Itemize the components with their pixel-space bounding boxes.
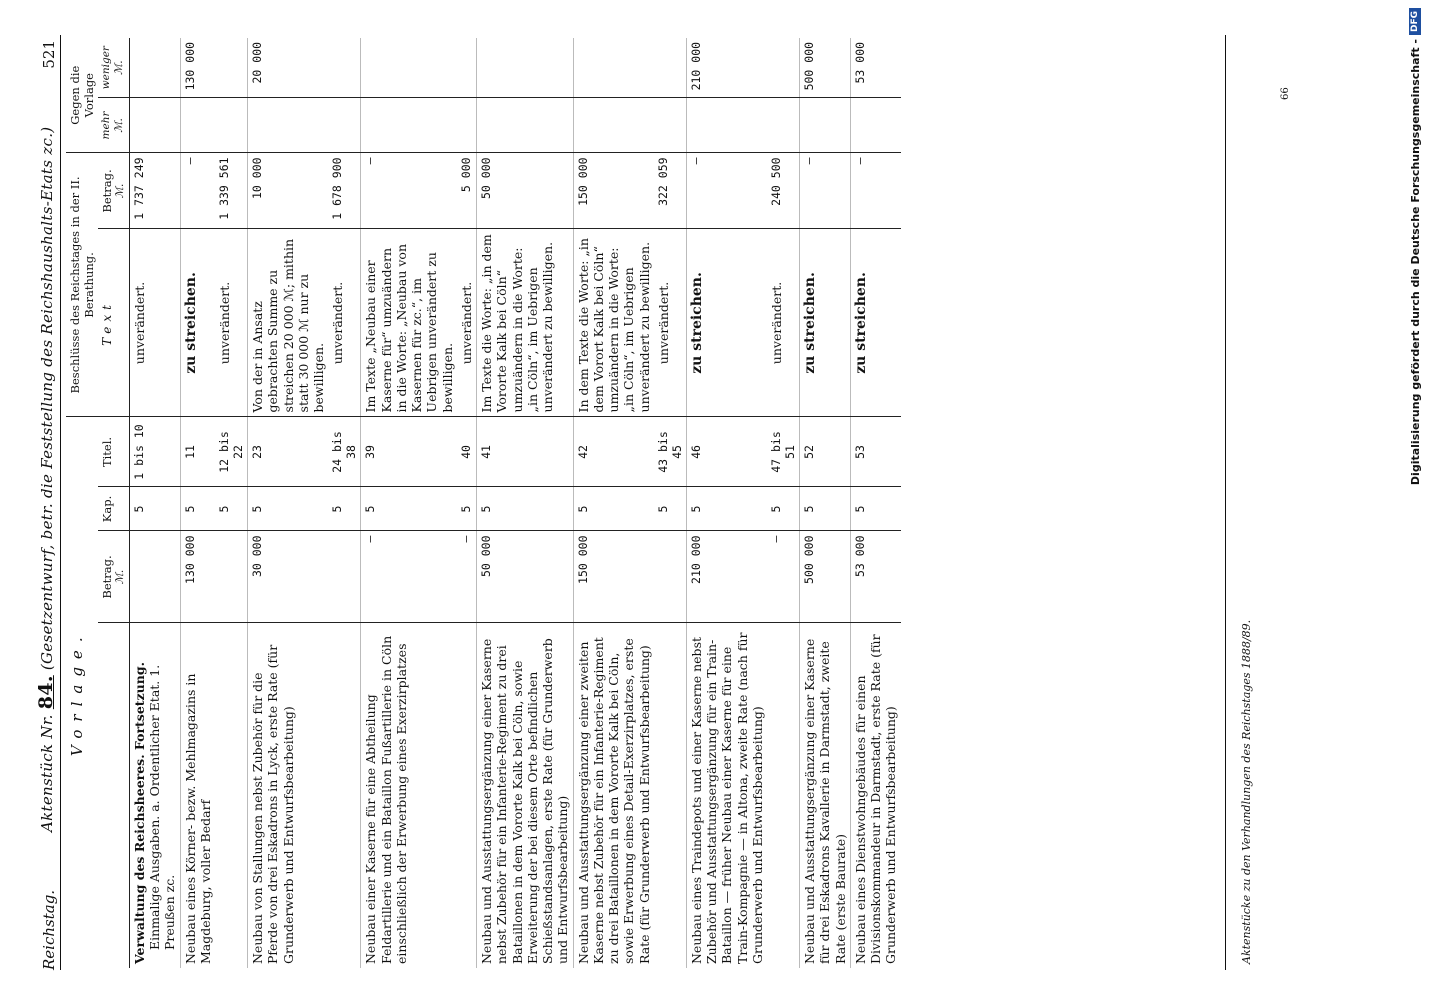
row-amount: 150 000 xyxy=(573,531,654,623)
row-beschluss-text: zu streichen. xyxy=(686,229,767,417)
vorlage-heading: Vorlage. xyxy=(68,629,86,757)
dfg-logo: DFG xyxy=(1409,8,1421,35)
row-amount: 130 000 xyxy=(180,531,215,623)
row-betrag: 10 000 xyxy=(248,153,329,229)
row-titel: 43 bis 45 xyxy=(654,417,687,487)
row-mehr xyxy=(457,98,477,153)
text-heading: Text xyxy=(98,229,129,417)
row-description: Neubau eines Traindepots und einer Kaserne nebst Zubehör und Ausstattungsergänzung für ein Train-Bataillon — früher Neubau einer Kaserne für eine Train-Kompagnie — in Altona, zweite Rate (nach für Grunderwerb und Entwurfsbearbeitung) xyxy=(686,623,767,968)
row-description xyxy=(654,623,687,968)
row-weniger: 20 000 xyxy=(248,38,329,98)
row-betrag: — xyxy=(850,153,900,229)
row-description xyxy=(215,623,248,968)
row-betrag: 5 000 xyxy=(457,153,477,229)
row-mehr xyxy=(686,98,767,153)
row-mehr xyxy=(215,98,248,153)
row-description: Neubau eines Körner- bezw. Mehlmagazins in Magdeburg, voller Bedarf xyxy=(180,623,215,968)
row-beschluss-text: unverändert. xyxy=(129,229,180,417)
header-title: (Gesetzentwurf, betr. die Feststellung des Reichshaushalts-Etats xyxy=(37,159,56,671)
row-amount: 210 000 xyxy=(686,531,767,623)
table-row xyxy=(457,38,477,968)
row-betrag: 1 737 249 xyxy=(129,153,180,229)
row-mehr xyxy=(180,98,215,153)
row-description xyxy=(129,623,180,968)
betrag-heading: Betrag. ℳ. xyxy=(98,531,129,623)
mehr-heading: mehr ℳ. xyxy=(98,98,129,153)
gegen-vorlage-heading: Gegen die Vorlage xyxy=(66,38,98,153)
table-row xyxy=(686,38,767,968)
row-mehr xyxy=(850,98,900,153)
row-betrag: 150 000 xyxy=(573,153,654,229)
table-row xyxy=(573,38,654,968)
row-weniger xyxy=(215,38,248,98)
row-betrag: — xyxy=(361,153,457,229)
table-row xyxy=(361,38,457,968)
row-amount: 53 000 xyxy=(850,531,900,623)
page-header xyxy=(14,40,58,970)
page-bottom-number: 66 xyxy=(1280,87,1291,100)
row-amount xyxy=(129,531,180,623)
row-kap: 5 xyxy=(477,487,574,531)
row-weniger xyxy=(767,38,800,98)
desc-heading xyxy=(98,623,129,968)
row-betrag: 240 500 xyxy=(767,153,800,229)
row-amount: — xyxy=(767,531,800,623)
row-titel: 11 xyxy=(180,417,215,487)
table-row xyxy=(767,38,800,968)
titel-heading: Titel. xyxy=(98,417,129,487)
row-beschluss-text: unverändert. xyxy=(457,229,477,417)
table-row xyxy=(129,38,180,968)
row-amount: — xyxy=(457,531,477,623)
row-titel: 39 xyxy=(361,417,457,487)
row-kap: 5 xyxy=(248,487,329,531)
row-description: Neubau von Stallungen nebst Zubehör für die Pferde von drei Eskadrons in Lyck, erste Rate (für Grunderwerb und Entwurfsbearbeitung) xyxy=(248,623,329,968)
row-weniger xyxy=(457,38,477,98)
row-kap: 5 xyxy=(457,487,477,531)
section-subheading: Einmalige Ausgaben. a. Ordentlicher Etat. 1. Preußen zc. xyxy=(147,664,178,950)
row-mehr xyxy=(477,98,574,153)
row-weniger xyxy=(654,38,687,98)
row-mehr xyxy=(800,98,851,153)
table-row xyxy=(477,38,574,968)
row-weniger xyxy=(328,38,361,98)
row-amount: 50 000 xyxy=(477,531,574,623)
row-kap: 5 xyxy=(215,487,248,531)
header-prefix: Aktenstück Nr. xyxy=(37,714,56,833)
row-weniger xyxy=(477,38,574,98)
row-weniger xyxy=(573,38,654,98)
kap-heading: Kap. xyxy=(98,487,129,531)
footnote: Aktenstücke zu den Verhandlungen des Reichstages 1888/89. xyxy=(1240,619,1253,964)
row-beschluss-text: unverändert. xyxy=(215,229,248,417)
row-description xyxy=(328,623,361,968)
row-kap: 5 xyxy=(573,487,654,531)
table-row xyxy=(654,38,687,968)
table-row xyxy=(850,38,900,968)
row-amount: 500 000 xyxy=(800,531,851,623)
table-row xyxy=(328,38,361,968)
row-betrag: — xyxy=(686,153,767,229)
beschluesse-heading: Beschlüsse des Reichstages in der II. Berathung. xyxy=(66,153,98,417)
row-description xyxy=(767,623,800,968)
row-amount xyxy=(328,531,361,623)
row-kap: 5 xyxy=(328,487,361,531)
budget-table xyxy=(66,38,901,968)
row-titel: 1 bis 10 xyxy=(129,417,180,487)
header-etc: zc.) xyxy=(37,126,56,155)
table-row xyxy=(800,38,851,968)
row-titel: 42 xyxy=(573,417,654,487)
row-mehr xyxy=(573,98,654,153)
row-beschluss-text: Von der in Ansatz gebrachten Summe zu streichen 20 000 ℳ; mithin statt 30 000 ℳ nur zu bewilligen. xyxy=(248,229,329,417)
table-body xyxy=(129,38,900,968)
row-beschluss-text: zu streichen. xyxy=(850,229,900,417)
row-weniger: 130 000 xyxy=(180,38,215,98)
row-betrag: 322 059 xyxy=(654,153,687,229)
row-weniger xyxy=(361,38,457,98)
header-left: Reichstag. xyxy=(39,889,58,970)
row-description: Neubau einer Kaserne für eine Abtheilung Feldartillerie und ein Bataillon Fußartillerie in Cöln einschließlich der Erwerbung eines Exerzirplatzes xyxy=(361,623,457,968)
row-kap: 5 xyxy=(654,487,687,531)
table-row xyxy=(248,38,329,968)
dfg-credit-text: Digitalisierung gefördert durch die Deutsche Forschungsgemeinschaft - xyxy=(1408,39,1422,486)
row-beschluss-text: zu streichen. xyxy=(800,229,851,417)
row-beschluss-text: Im Texte „Neubau einer Kaserne für“ umzuändern in die Worte: „Neubau von Kasernen für zc.“, im Uebrigen unverändert zu bewilligen. xyxy=(361,229,457,417)
row-mehr xyxy=(361,98,457,153)
row-kap: 5 xyxy=(686,487,767,531)
page-number: 521 xyxy=(39,40,58,69)
row-amount xyxy=(654,531,687,623)
row-betrag: 50 000 xyxy=(477,153,574,229)
header-rule xyxy=(60,35,61,970)
row-titel: 40 xyxy=(457,417,477,487)
row-kap: 5 xyxy=(129,487,180,531)
row-beschluss-text: Im Texte die Worte: „in dem Vororte Kalk bei Cöln“ umzuändern in die Worte: „in Cöln“, im Uebrigen unverändert zu bewilligen. xyxy=(477,229,574,417)
betrag2-heading: Betrag. ℳ. xyxy=(98,153,129,229)
row-beschluss-text: In dem Texte die Worte: „in dem Vorort Kalk bei Cöln“ umzuändern in die Worte: „in Cöln“, im Uebrigen unverändert zu bewilligen. xyxy=(573,229,654,417)
aktenstueck-number: 84. xyxy=(34,675,57,710)
row-amount: — xyxy=(361,531,457,623)
row-beschluss-text: unverändert. xyxy=(654,229,687,417)
row-kap: 5 xyxy=(767,487,800,531)
row-titel: 52 xyxy=(800,417,851,487)
header-center xyxy=(35,69,58,890)
row-amount xyxy=(215,531,248,623)
row-titel: 23 xyxy=(248,417,329,487)
dfg-credit-sidebar xyxy=(1395,8,1432,993)
row-weniger xyxy=(129,38,180,98)
row-mehr xyxy=(328,98,361,153)
row-amount: 30 000 xyxy=(248,531,329,623)
row-mehr xyxy=(129,98,180,153)
row-betrag: 1 678 900 xyxy=(328,153,361,229)
table-row xyxy=(180,38,215,968)
row-titel: 12 bis 22 xyxy=(215,417,248,487)
row-kap: 5 xyxy=(800,487,851,531)
row-beschluss-text: unverändert. xyxy=(328,229,361,417)
row-titel: 24 bis 38 xyxy=(328,417,361,487)
table-row xyxy=(215,38,248,968)
row-titel: 53 xyxy=(850,417,900,487)
row-betrag: — xyxy=(180,153,215,229)
row-beschluss-text: unverändert. xyxy=(767,229,800,417)
row-weniger: 53 000 xyxy=(850,38,900,98)
row-weniger: 500 000 xyxy=(800,38,851,98)
row-description xyxy=(457,623,477,968)
section-heading: Verwaltung des Reichsheeres. Fortsetzung. xyxy=(131,662,147,964)
row-beschluss-text: zu streichen. xyxy=(180,229,215,417)
row-description: Neubau eines Dienstwohngebäudes für einen Divisionskommandeur in Darmstadt, erste Rate (für Grunderwerb und Entwurfsbearbeitung) xyxy=(850,623,900,968)
row-kap: 5 xyxy=(180,487,215,531)
row-kap: 5 xyxy=(850,487,900,531)
row-titel: 41 xyxy=(477,417,574,487)
row-weniger: 210 000 xyxy=(686,38,767,98)
row-betrag: — xyxy=(800,153,851,229)
row-titel: 46 xyxy=(686,417,767,487)
row-titel: 47 bis 51 xyxy=(767,417,800,487)
row-betrag: 1 339 561 xyxy=(215,153,248,229)
row-mehr xyxy=(654,98,687,153)
row-kap: 5 xyxy=(361,487,457,531)
bottom-rule xyxy=(1225,35,1226,970)
row-description: Neubau und Ausstattungsergänzung einer Kaserne nebst Zubehör für ein Infanterie-Regiment zu drei Bataillonen in dem Vororte Kalk bei Cöln, sowie Erweiterung der bei diesem Orte befindlichen Schießstandsanlagen, erste Rate (für Grunderwerb und Entwurfsbearbeitung) xyxy=(477,623,574,968)
row-mehr xyxy=(767,98,800,153)
row-description: Neubau und Ausstattungsergänzung einer zweiten Kaserne nebst Zubehör für ein Infanterie-Regiment zu drei Bataillonen in dem Vororte Kalk bei Cöln, sowie Erwerbung eines Detail-Exerzirplatzes, erste Rate (für Grunderwerb und Entwurfsbearbeitung) xyxy=(573,623,654,968)
row-mehr xyxy=(248,98,329,153)
weniger-heading: weniger ℳ. xyxy=(98,38,129,98)
row-description: Neubau und Ausstattungsergänzung einer Kaserne für drei Eskadrons Kavallerie in Darmstadt, zweite Rate (erste Baurate) xyxy=(800,623,851,968)
